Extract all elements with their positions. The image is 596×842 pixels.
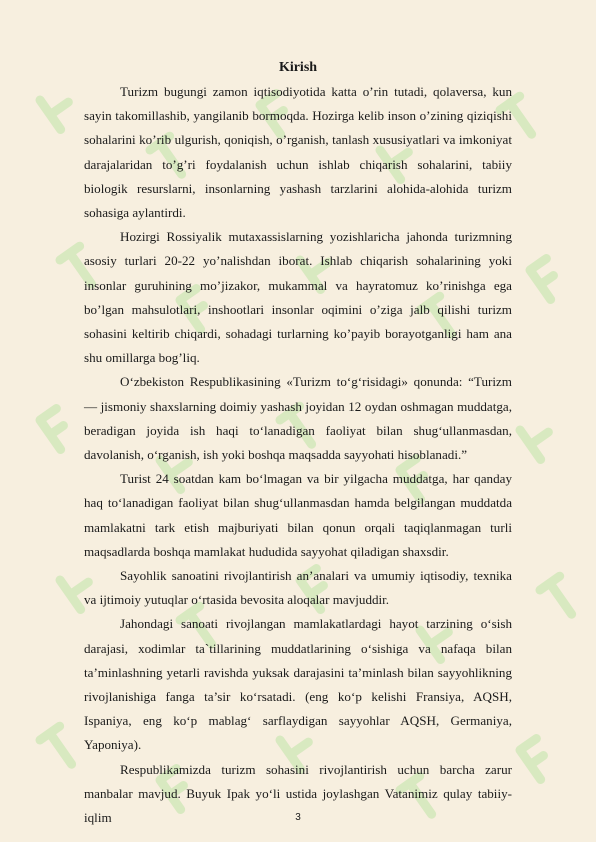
document-title: Kirish (278, 60, 318, 75)
paragraph: Turizm bugungi zamon iqtisodiyotida katta o’rin tutadi, qolaversa, kun sayin takomillashib, yangilanib bormoqda. Hozirga kelib inson o’zining qiziqishi sohalarini ko’rib ulgurish, qoniqish, o’rganish, tanlash xususiyatlari va imkoniyat darajalaridan to’g’ri foydalanish uchun ishlab chiqarish sohalarini, tabiiy biologik resurslarni, insonlarning yashash tarzlarini alohida-alohida turizm sohasiga aylantirdi. (84, 84, 512, 221)
paragraph: Jahondagi sanoati rivojlangan mamlakatlardagi hayot tarzining o‘sish darajasi, xodimlar ta`tillarining muddatlarining o‘sishiga va nafaqa bilan ta’minlashning yetarli ravishda yuksak darajasini ta’minlash bilan sayyohlikning rivojlanishiga fanga ta’sir ko‘rsatadi. (eng ko‘p kelishi Fransiya, AQSH, Ispaniya, eng ko‘p mablag‘ sarflaydigan sayyohlar AQSH, Germaniya, Yaponiya). (84, 616, 512, 753)
paragraph: Respublikamizda turizm sohasini rivojlantirish uchun barcha zarur manbalar mavjud. Buyuk Ipak yo‘li ustida joylashgan Vatanimiz qulay tabiiy-iqlim (84, 761, 512, 826)
paragraph: Sayohlik sanoatini rivojlantirish an’analari va umumiy iqtisodiy, texnika va ijtimoiy yutuqlar o‘rtasida bevosita aloqalar mavjuddir. (84, 568, 512, 608)
paragraph: Turist 24 soatdan kam bo‘lmagan va bir yilgacha muddatga, har qanday haq to‘lanadigan faoliyat bilan shug‘ullanmasdan hamda belgilangan muddatda mamlakatni tark etish majburiyati bilan qonun orqali taqiqlanmagan turli maqsadlarda boshqa mamlakat hududida sayyohat qiladigan shaxsdir. (84, 471, 512, 559)
paragraph: O‘zbekiston Respublikasining «Turizm to‘g‘risidagi» qonunda: “Turizm— jismoniy shaxslarning doimiy yashash joyidan 12 oydan oshmagan muddatga, beradigan joyida ish haqi to‘lanadigan faoliyat bilan shug‘ullanmasdan, davolanish, o‘rganish, ish yoki boshqa maqsadda sayyohati hisoblanadi.” (84, 374, 512, 463)
paragraph: Hozirgi Rossiyalik mutaxassislarning yozishlaricha jahonda turizmning asosiy turlari 20-22 yo’nalishdan iborat. Ishlab chiqarish sohalarining yoki insonlar guruhining mo’jizakor, mukammal va hayratomuz ko’rinishga ega bo’lgan mahsulotlari, inshootlari insonlar oqimini o’ziga jalb qilishi turizm sohasini keltirib chiqardi, sohadagi turlarning ko’payib borayotganligi ham ana shu omillarga bog’liq. (84, 229, 512, 366)
document-body (84, 58, 512, 830)
page-number: 3 (295, 812, 301, 823)
